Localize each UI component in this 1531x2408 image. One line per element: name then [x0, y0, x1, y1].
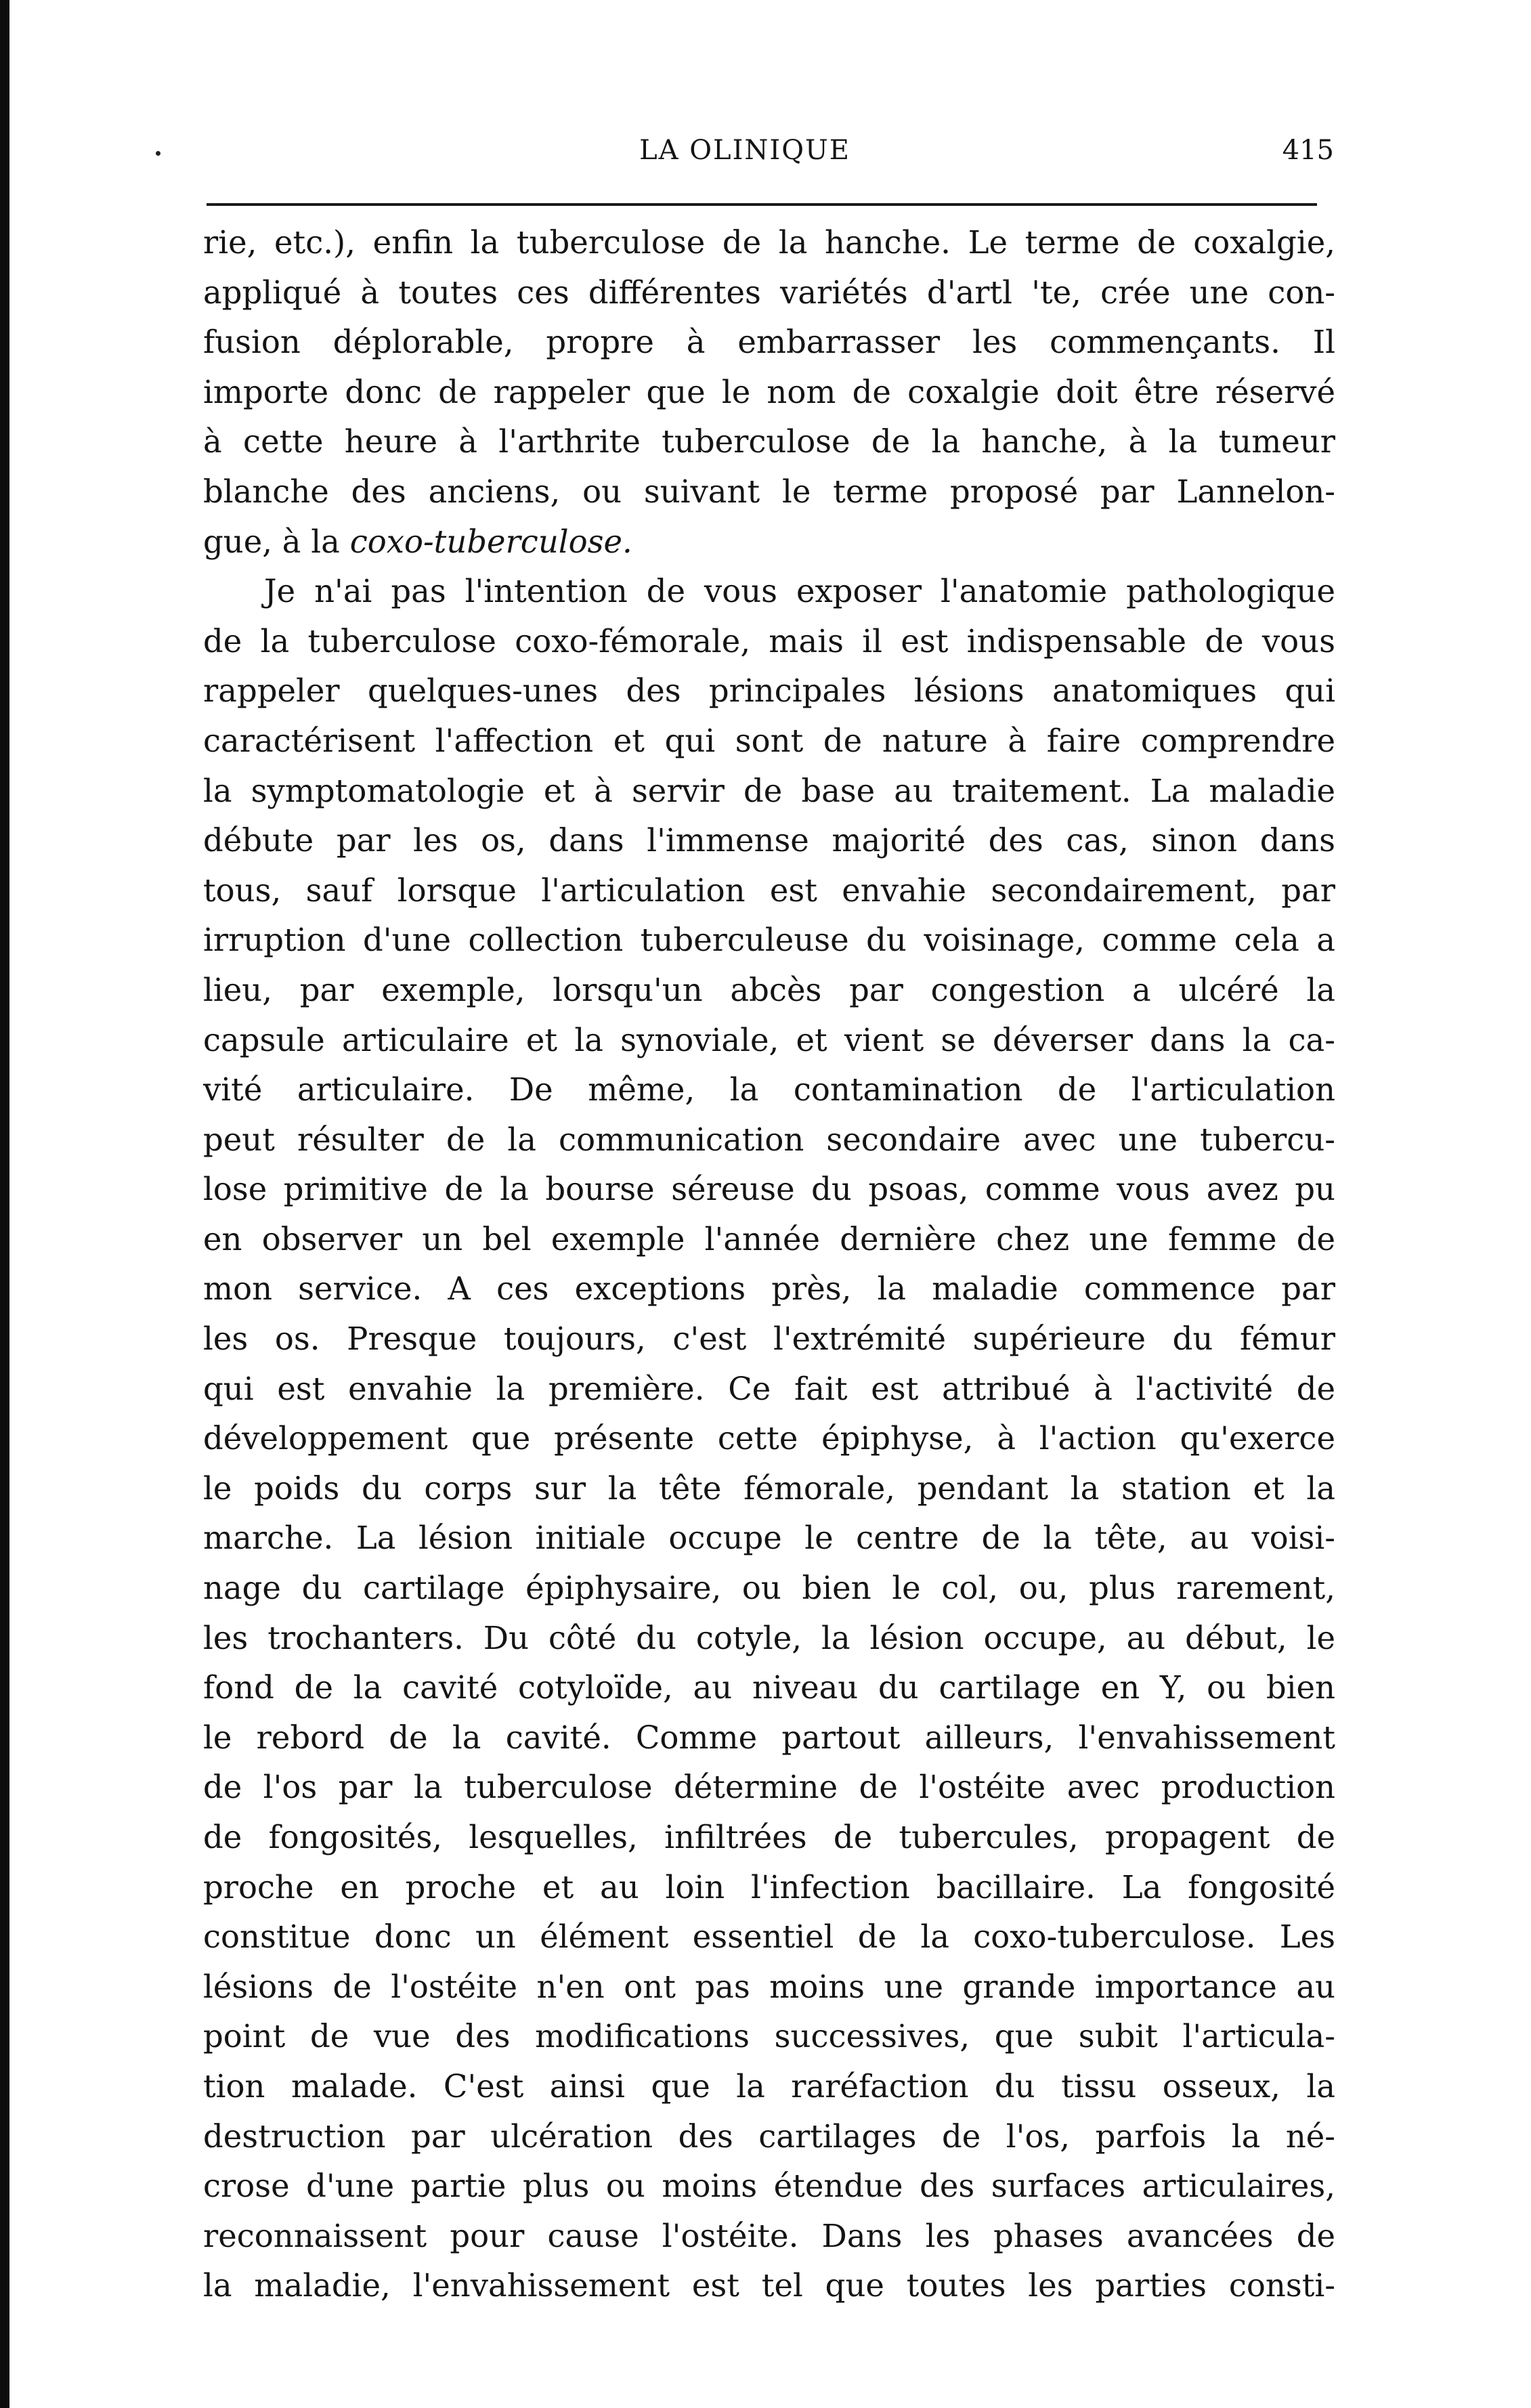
text-line: mon service. A ces exceptions près, la maladie commence par [203, 1270, 1335, 1308]
text-line: lieu, par exemple, lorsqu'un abcès par congestion a ulcéré la [203, 971, 1335, 1008]
text-line: proche en proche et au loin l'infection bacillaire. La fongosité [203, 1868, 1335, 1906]
text-line: rie, etc.), enfin la tuberculose de la hanche. Le terme de coxalgie, [203, 224, 1335, 261]
text-line: le rebord de la cavité. Comme partout ailleurs, l'envahissement [203, 1719, 1335, 1756]
text-line: crose d'une partie plus ou moins étendue des surfaces articulaires, [203, 2168, 1335, 2205]
text-line: reconnaissent pour cause l'ostéite. Dans les phases avancées de [203, 2217, 1335, 2254]
text-line: rappeler quelques-unes des principales lésions anatomiques qui [203, 672, 1335, 710]
text-line: capsule articulaire et la synoviale, et vient se déverser dans la ca- [203, 1021, 1335, 1058]
text-line: tous, sauf lorsque l'articulation est envahie secondairement, par [203, 872, 1335, 909]
running-head [156, 132, 1334, 173]
text-line: blanche des anciens, ou suivant le terme proposé par Lannelon- [203, 473, 1335, 510]
text-line [203, 517, 1335, 567]
paragraph-start-line: Je n'ai pas l'intention de vous exposer l'anatomie pathologique [264, 573, 1335, 610]
text-line: fond de la cavité cotyloïde, au niveau du cartilage en Y, ou bien [203, 1669, 1335, 1706]
text-line: la symptomatologie et à servir de base au traitement. La maladie [203, 772, 1335, 809]
text-line: appliqué à toutes ces différentes variétés d'artl 'te, crée une con- [203, 274, 1335, 311]
page-number: 415 [1282, 135, 1334, 166]
running-title: LA OLINIQUE [639, 135, 850, 166]
italic-term: coxo-tuberculose. [349, 523, 632, 560]
text-line: vité articulaire. De même, la contamination de l'articulation [203, 1071, 1335, 1109]
text-line: le poids du corps sur la tête fémorale, pendant la station et la [203, 1469, 1335, 1507]
text-line: peut résulter de la communication secondaire avec une tubercu- [203, 1121, 1335, 1158]
text-line: en observer un bel exemple l'année dernière chez une femme de [203, 1220, 1335, 1257]
text-line: la maladie, l'envahissement est tel que toutes les parties consti- [203, 2267, 1335, 2304]
text-line: à cette heure à l'arthrite tuberculose de la hanche, à la tumeur [203, 423, 1335, 460]
text-line: constitue donc un élément essentiel de la coxo-tuberculose. Les [203, 1918, 1335, 1956]
header-rule [207, 203, 1317, 206]
text-line: importe donc de rappeler que le nom de coxalgie doit être réservé [203, 373, 1335, 410]
text-line: irruption d'une collection tuberculeuse du voisinage, comme cela a [203, 922, 1335, 959]
text-line: développement que présente cette épiphyse, à l'action qu'exerce [203, 1420, 1335, 1457]
text-span: gue, à la [203, 523, 340, 560]
text-line: fusion déplorable, propre à embarrasser les commençants. Il [203, 324, 1335, 361]
text-line: lose primitive de la bourse séreuse du psoas, comme vous avez pu [203, 1171, 1335, 1208]
text-line: de l'os par la tuberculose détermine de l'ostéite avec production [203, 1769, 1335, 1806]
body-text [203, 218, 1335, 2311]
text-line: tion malade. C'est ainsi que la raréfaction du tissu osseux, la [203, 2067, 1335, 2105]
text-line: lésions de l'ostéite n'en ont pas moins une grande importance au [203, 1968, 1335, 2005]
text-line: de la tuberculose coxo-fémorale, mais il est indispensable de vous [203, 622, 1335, 660]
text-line: point de vue des modifications successives, que subit l'articula- [203, 2018, 1335, 2055]
text-line: les os. Presque toujours, c'est l'extrémité supérieure du fémur [203, 1320, 1335, 1358]
text-line: les trochanters. Du côté du cotyle, la lésion occupe, au début, le [203, 1619, 1335, 1656]
text-line: caractérisent l'affection et qui sont de nature à faire comprendre [203, 722, 1335, 759]
text-line: qui est envahie la première. Ce fait est attribué à l'activité de [203, 1370, 1335, 1407]
text-line: débute par les os, dans l'immense majorité des cas, sinon dans [203, 822, 1335, 859]
page-binding-edge [0, 0, 9, 2408]
text-line: marche. La lésion initiale occupe le centre de la tête, au voisi- [203, 1520, 1335, 1557]
text-line: nage du cartilage épiphysaire, ou bien le col, ou, plus rarement, [203, 1570, 1335, 1607]
text-line: de fongosités, lesquelles, infiltrées de tubercules, propagent de [203, 1819, 1335, 1855]
text-line: destruction par ulcération des cartilages de l'os, parfois la né- [203, 2117, 1335, 2155]
